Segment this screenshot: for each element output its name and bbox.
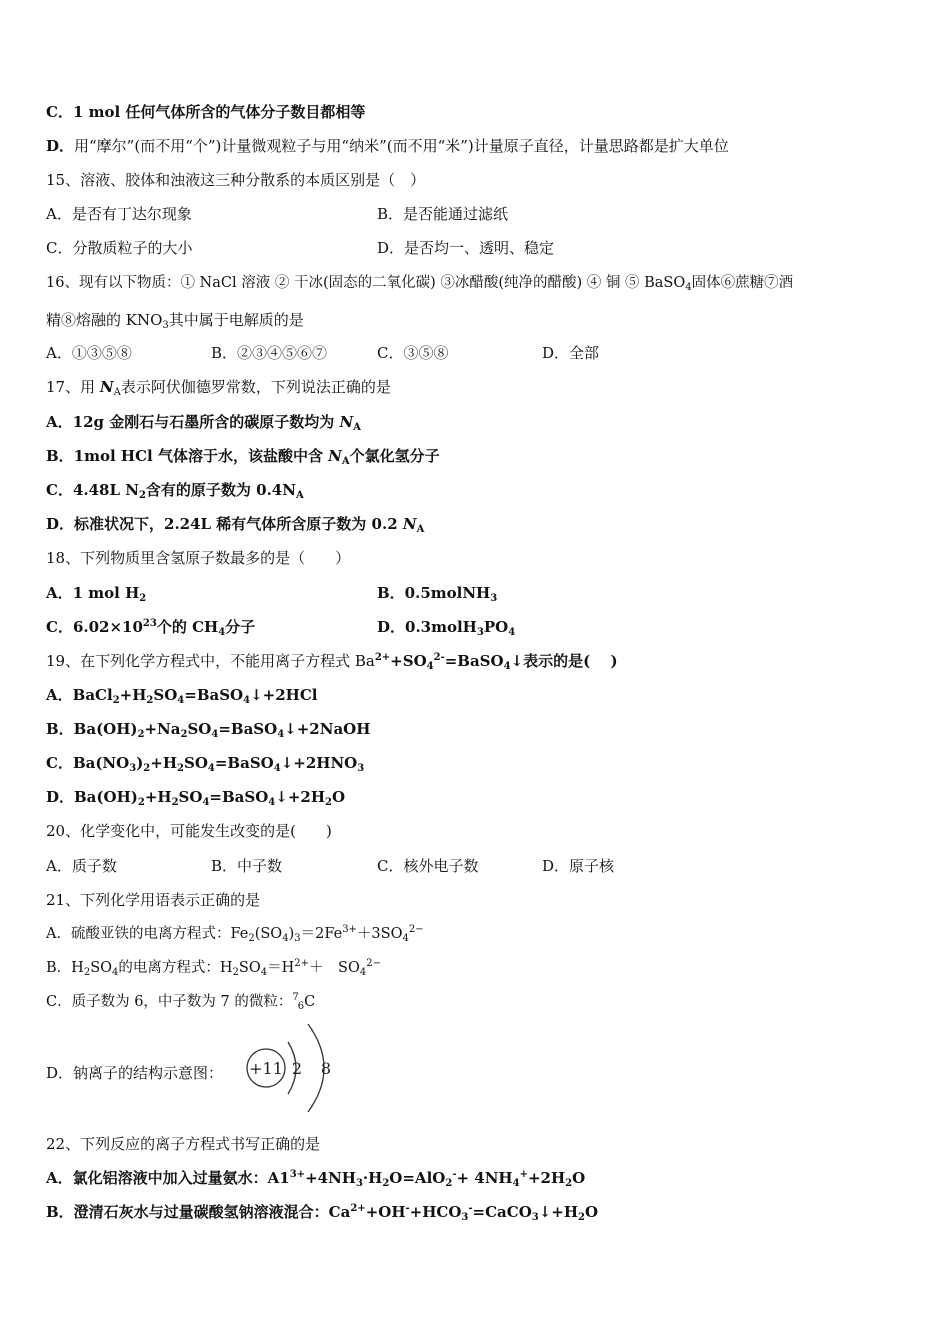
shell-1-electrons: 2: [291, 1059, 303, 1078]
q18-option-a: A．1 mol $H_2$: [46, 584, 147, 604]
q15-option-a: A．是否有丁达尔现象: [46, 205, 192, 223]
q19-option-c: C．$Ba(NO_3)_2+H_2SO_4=BaSO_4↓+2HNO_3$: [46, 754, 365, 774]
q20-stem: 20、化学变化中，可能发生改变的是( ): [46, 822, 332, 840]
q20-option-b: B．中子数: [211, 857, 283, 875]
q16-option-b: B．②③④⑤⑥⑦: [211, 344, 328, 362]
q21-option-d: D．钠离子的结构示意图：: [46, 1064, 224, 1082]
q16-option-d: D．全部: [542, 344, 600, 362]
q19-option-a: A．$BaCl_2+H_2SO_4=BaSO_4↓+2HCl$: [46, 686, 318, 706]
q20-option-a: A．质子数: [46, 857, 117, 875]
q16-stem-line1: 16、现有以下物质：① NaCl 溶液 ② 干冰(固态的二氧化碳) ③冰醋酸(纯净的醋酸) ④ 铜 ⑤ BaSO$_4$固体⑥蔗糖⑦酒: [46, 275, 794, 293]
q21-option-a: A．硫酸亚铁的电离方程式：$Fe_2(SO_4)_3=2Fe^{3+}+3SO_4^{2-}$: [46, 924, 424, 944]
q19-stem: 19、在下列化学方程式中，不能用离子方程式 $Ba^{2+}+SO_4^{2-}=BaSO_4↓$表示的是( ): [46, 652, 618, 672]
q17-option-c: C．4.48L $N_2$含有的原子数为 $0.4N_A$: [46, 481, 304, 501]
shell-2-electrons: 8: [320, 1059, 332, 1078]
q20-option-c: C．核外电子数: [377, 857, 479, 875]
q18-option-b: B．0.5molNH$_3$: [377, 584, 498, 604]
q17-option-b: B．1mol HCl 气体溶于水，该盐酸中含 $N_A$个氯化氢分子: [46, 447, 440, 467]
nucleus-charge: +11: [249, 1059, 283, 1078]
q15-option-b: B．是否能通过滤纸: [377, 205, 509, 223]
q15-option-d: D．是否均一、透明、稳定: [377, 239, 555, 257]
q15-option-c: C．分散质粒子的大小: [46, 239, 193, 257]
q18-stem: 18、下列物质里含氢原子数最多的是（ ）: [46, 549, 351, 567]
q18-option-c: C．$6.02\times 10^{23}$个的 $CH_4$分子: [46, 618, 256, 638]
q21-stem: 21、下列化学用语表示正确的是: [46, 891, 261, 909]
q21-option-c: C．质子数为 6，中子数为 7 的微粒：$^7_6$C: [46, 992, 316, 1012]
q22-option-a: A．氯化铝溶液中加入过量氨水：$A1^{3+}+4NH_3\cdot H_2O=AlO_2^-+ 4NH_4^++2H_2O$: [46, 1169, 586, 1189]
q16-stem-line2: 精⑧熔融的 $KNO_3$其中属于电解质的是: [46, 311, 304, 331]
q19-option-d: D．$Ba(OH)_2+H_2SO_4=BaSO_4↓+2H_2O$: [46, 788, 346, 808]
q16-option-c: C．③⑤⑧: [377, 344, 449, 362]
q20-option-d: D．原子核: [542, 857, 615, 875]
q17-option-d: D．标准状况下，2.24L 稀有气体所含原子数为 0.2 $N_A$: [46, 515, 425, 535]
q22-option-b: B．澄清石灰水与过量碳酸氢钠溶液混合：$Ca^{2+}+OH^-+HCO_3^-=CaCO_3↓+H_2O$: [46, 1203, 599, 1223]
q14-option-d: D．用“摩尔”(而不用“个”)计量微观粒子与用“纳米”(而不用“米”)计量原子直径，计量思路都是扩大单位: [46, 137, 729, 155]
q22-stem: 22、下列反应的离子方程式书写正确的是: [46, 1135, 321, 1153]
q15-stem: 15、溶液、胶体和浊液这三种分散系的本质区别是（ ）: [46, 171, 426, 189]
q14-option-c: C．1 mol 任何气体所含的气体分子数目都相等: [46, 103, 366, 121]
q16-option-a: A．①③⑤⑧: [46, 344, 132, 362]
q19-option-b: B．$Ba(OH)_2+Na_2SO_4=BaSO_4↓+2NaOH$: [46, 720, 371, 740]
q18-option-d: D．$0.3molH_3PO_4$: [377, 618, 516, 638]
q17-option-a: A．12g 金刚石与石墨所含的碳原子数均为 $N_A$: [46, 413, 361, 433]
q17-stem: 17、用 $N_A$表示阿伏伽德罗常数，下列说法正确的是: [46, 378, 391, 398]
sodium-ion-structure-diagram: [240, 1020, 340, 1114]
q21-option-b: B．$H_2SO_4$的电离方程式：$H_2SO_4=H^{2+}+$ $SO_4^{2-}$: [46, 958, 381, 978]
